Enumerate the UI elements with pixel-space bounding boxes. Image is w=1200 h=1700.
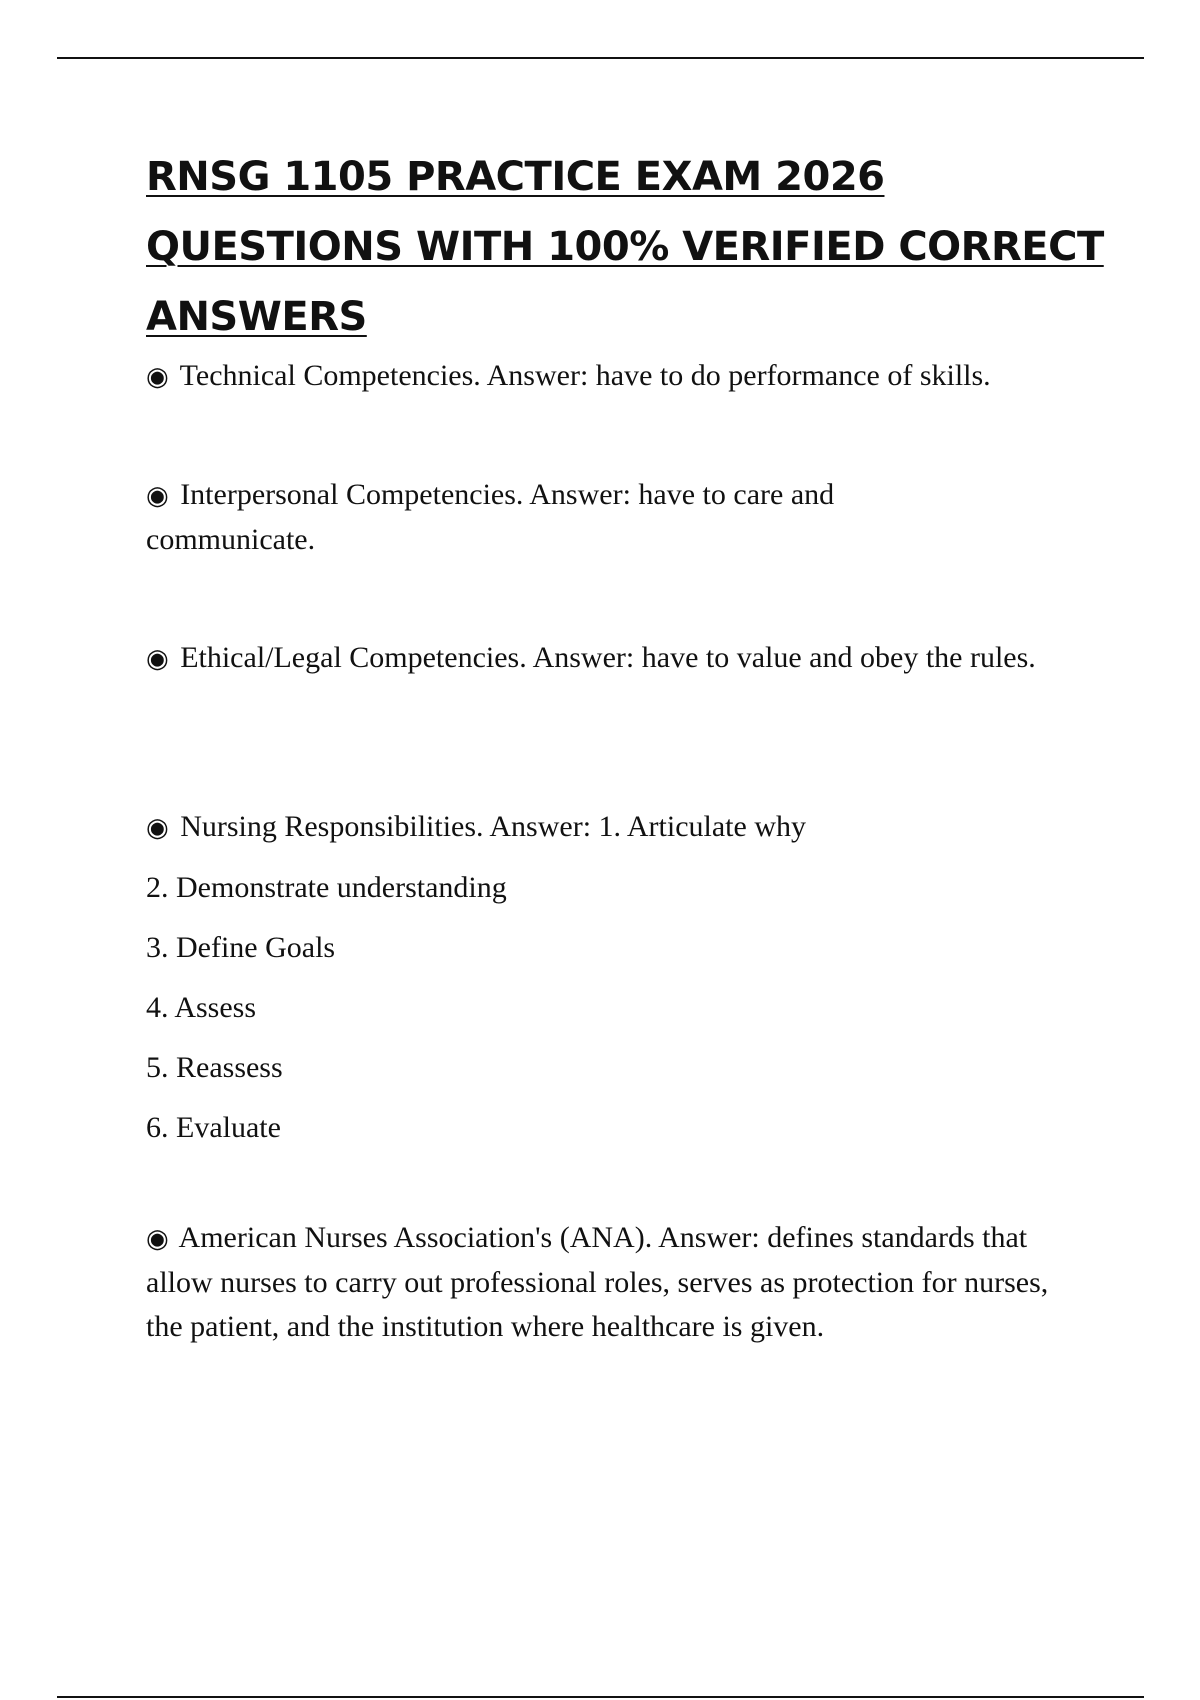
bullet-icon: ◉ [146,481,169,510]
bullet-icon: ◉ [146,362,169,391]
qa-answer-label: Answer: [532,641,635,674]
qa-answer: have to care and communicate. [146,478,835,556]
qa-item-nursing-responsibilities [146,797,1106,1158]
list-item: 4. Assess [146,991,257,1024]
qa-term: Ethical/Legal Competencies. [180,641,527,674]
qa-item-interpersonal-competencies [146,473,946,562]
qa-answer: defines standards that allow nurses to carry out professional roles, serves as protection for nurses, the patient, and the institution where healthcare is given. [146,1221,1049,1343]
bottom-rule [57,1696,1144,1698]
qa-term: Nursing Responsibilities. [180,810,484,843]
qa-term: American Nurses Association's (ANA). [178,1221,653,1254]
top-rule [57,57,1144,59]
list-item: 5. Reassess [146,1051,283,1084]
list-item: 2. Demonstrate understanding [146,871,507,904]
list-item: 6. Evaluate [146,1111,281,1144]
qa-term: Technical Competencies. [179,359,481,392]
qa-answer-label: Answer: [486,359,589,392]
qa-answer-label: Answer: [489,810,592,843]
list-item: 3. Define Goals [146,931,336,964]
bullet-icon: ◉ [146,644,169,673]
bullet-icon: ◉ [146,1224,169,1253]
qa-answer: have to do performance of skills. [595,359,991,392]
qa-answer-label: Answer: [658,1221,760,1254]
qa-answer-label: Answer: [529,478,631,511]
bullet-icon: ◉ [146,813,169,842]
qa-term: Interpersonal Competencies. [180,478,524,511]
qa-item-ethical-legal-competencies [146,636,1096,681]
document-title: RNSG 1105 PRACTICE EXAM 2026 QUESTIONS WITH 100% VERIFIED CORRECT ANSWERS [146,154,1104,340]
qa-item-technical-competencies [146,354,1106,399]
qa-item-ana [146,1216,1086,1349]
qa-first-line [146,797,1106,858]
qa-answer: 1. Articulate why [598,810,806,843]
qa-answer: have to value and obey the rules. [641,641,1036,674]
